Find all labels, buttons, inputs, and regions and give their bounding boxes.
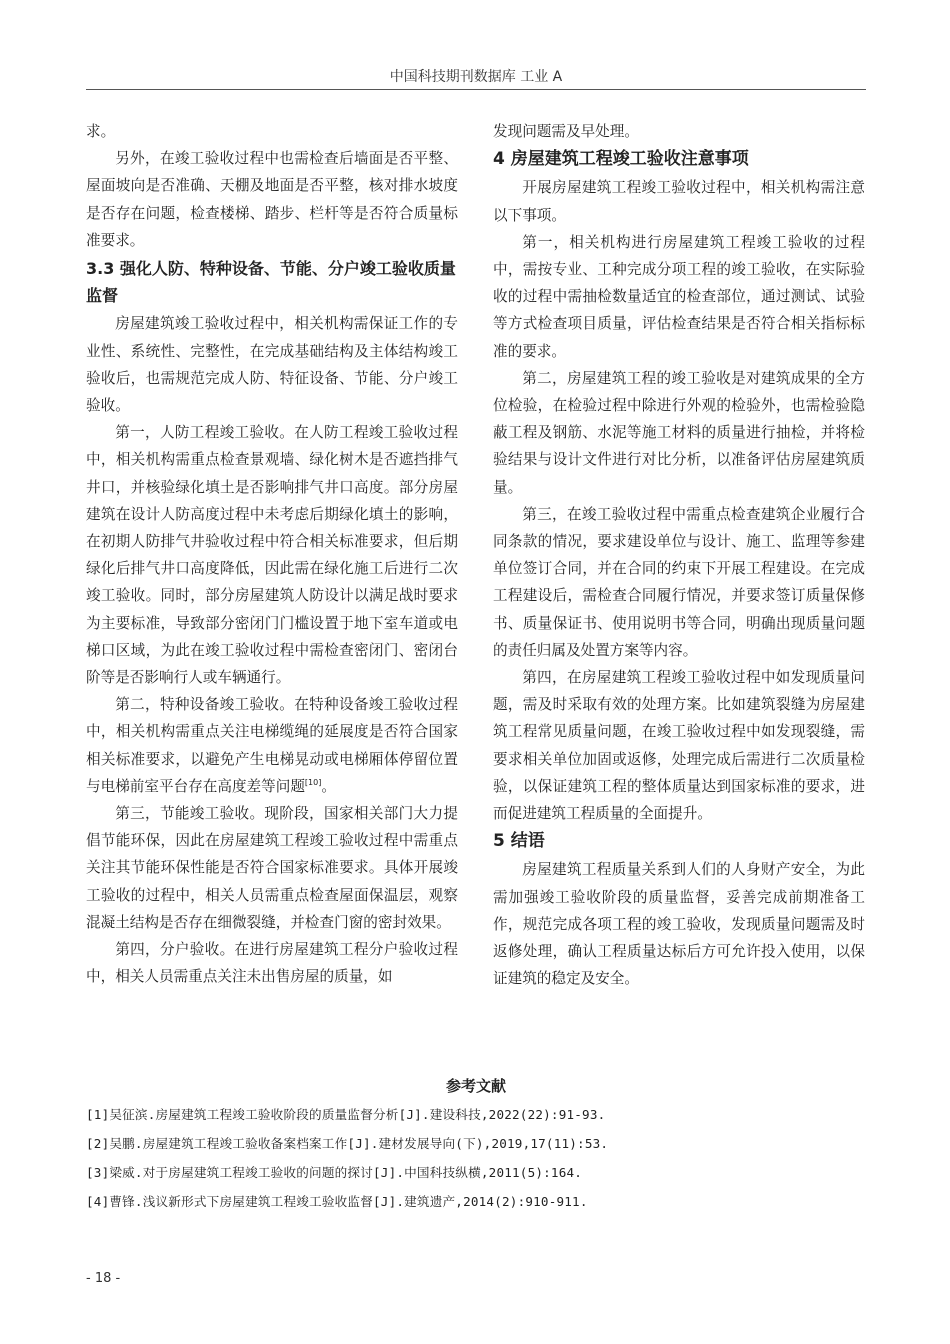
paragraph-end: 。 [321, 777, 336, 795]
paragraph: 发现问题需及早处理。 [493, 123, 639, 140]
paragraph: 第三，在竣工验收过程中需重点检查建筑企业履行合同条款的情况，要求建设单位与设计、施工、监理等参建单位签订合同，并在合同的约束下开展工程建设。在完成工程建设后，需检查合同履行情况，并要求签订质量保修书、质量保证书、使用说明书等合同，明确出现质量问题的责任归属及处置方案等内容。 [493, 505, 865, 659]
paragraph-text: 第二，特种设备竣工验收。在特种设备竣工验收过程中，相关机构需重点关注电梯缆绳的延展度是否符合国家相关标准要求，以避免产生电梯晃动或电梯厢体停留位置与电梯前室平台存在高度差等问题 [86, 696, 458, 795]
reference-item: [4]曹锋.浅议新形式下房屋建筑工程竣工验收监督[J].建筑遗产,2014(2):910-911. [86, 1194, 588, 1209]
paragraph: 房屋建筑竣工验收过程中，相关机构需保证工作的专业性、系统性、完整性，在完成基础结构及主体结构竣工验收后，也需规范完成人防、特征设备、节能、分户竣工验收。 [86, 315, 458, 415]
section-heading-5: 5 结语 [493, 831, 545, 852]
paragraph: 求。 [86, 123, 116, 140]
paragraph: 房屋建筑工程质量关系到人们的人身财产安全，为此需加强竣工验收阶段的质量监督，妥善完成前期准备工作，规范完成各项工程的竣工验收，发现质量问题需及时返修处理，确认工程质量达标后方可允许投入使用，以保证建筑的稳定及安全。 [493, 861, 865, 988]
header-rule [86, 89, 866, 90]
paragraph: 第四，分户验收。在进行房屋建筑工程分户验收过程中，相关人员需重点关注未出售房屋的质量，如 [86, 941, 458, 986]
reference-item: [2]吴鹏.房屋建筑工程竣工验收备案档案工作[J].建材发展导向(下),2019,17(11):53. [86, 1136, 609, 1151]
paragraph [86, 691, 458, 800]
section-heading-4: 4 房屋建筑工程竣工验收注意事项 [493, 149, 749, 170]
paragraph: 第一，相关机构进行房屋建筑工程竣工验收的过程中，需按专业、工种完成分项工程的竣工验收，在实际验收的过程中需抽检数量适宜的检查部位，通过测试、试验等方式检查项目质量，评估检查结果是否符合相关指标标准的要求。 [493, 233, 865, 360]
paragraph: 第三，节能竣工验收。现阶段，国家相关部门大力提倡节能环保，因此在房屋建筑工程竣工验收过程中需重点关注其节能环保性能是否符合国家标准要求。具体开展竣工验收的过程中，相关人员需重点检查屋面保温层，观察混凝土结构是否存在细微裂缝，并检查门窗的密封效果。 [86, 805, 458, 931]
section-heading-3-3: 3.3 强化人防、特种设备、节能、分户竣工验收质量监督 [86, 259, 456, 306]
references-section [86, 1075, 866, 1216]
journal-header: 中国科技期刊数据库 工业 A [389, 69, 563, 85]
page-number: - 18 - [86, 1271, 121, 1286]
left-column [86, 118, 458, 991]
paragraph: 另外，在竣工验收过程中也需检查后墙面是否平整、屋面坡向是否准确、天棚及地面是否平整，核对排水坡度是否存在问题，检查楼梯、踏步、栏杆等是否符合质量标准要求。 [86, 150, 458, 249]
references-title: 参考文献 [445, 1077, 506, 1095]
reference-item: [1]吴征滨.房屋建筑工程竣工验收阶段的质量监督分析[J].建设科技,2022(22):91-93. [86, 1107, 606, 1122]
reference-item: [3]梁威.对于房屋建筑工程竣工验收的问题的探讨[J].中国科技纵横,2011(5):164. [86, 1165, 583, 1180]
right-column [493, 118, 865, 993]
paragraph: 第二，房屋建筑工程的竣工验收是对建筑成果的全方位检验，在检验过程中除进行外观的检验外，也需检验隐蔽工程及钢筋、水泥等施工材料的质量进行抽检，并将检验结果与设计文件进行对比分析，以准备评估房屋建筑质量。 [493, 369, 865, 496]
paragraph: 第四，在房屋建筑工程竣工验收过程中如发现质量问题，需及时采取有效的处理方案。比如建筑裂缝为房屋建筑工程常见质量问题，在竣工验收过程中如发现裂缝，需要求相关单位加固或返修，处理完成后需进行二次质量检验，以保证建筑工程的整体质量达到国家标准的要求，进而促进建筑工程质量的全面提升。 [493, 669, 865, 823]
citation-marker: [10] [304, 778, 322, 788]
paragraph: 第一，人防工程竣工验收。在人防工程竣工验收过程中，相关机构需重点检查景观墙、绿化树木是否遮挡排气井口，并核验绿化填土是否影响排气井口高度。部分房屋建筑在设计人防高度过程中未考虑后期绿化填土的影响，在初期人防排气井验收过程中符合相关标准要求，但后期绿化后排气井口高度降低，因此需在绿化施工后进行二次竣工验收。同时，部分房屋建筑人防设计以满足战时要求为主要标准，导致部分密闭门门槛设置于地下室车道或电梯口区域，为此在竣工验收过程中需检查密闭门、密闭台阶等是否影响行人或车辆通行。 [86, 424, 458, 687]
paragraph: 开展房屋建筑工程竣工验收过程中，相关机构需注意以下事项。 [493, 179, 865, 224]
